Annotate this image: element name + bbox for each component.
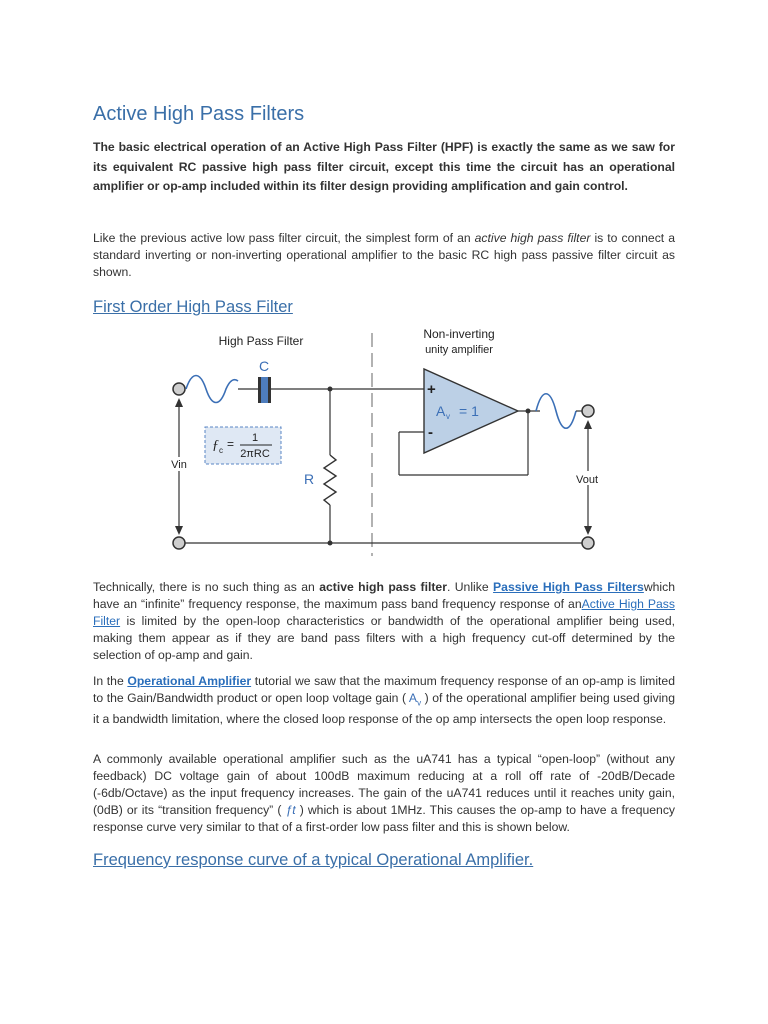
formula-numerator: 1 [251, 432, 259, 444]
input-terminal-bottom [173, 537, 185, 549]
capacitor-plate [258, 377, 261, 403]
capacitor-symbol [261, 377, 268, 403]
intro-paragraph: Like the previous active low pass filter circuit, the simplest form of an active high pass filter is to connect a standard inverting or non-inverting operational amplifier to the basic RC high pass passive filter circuit as shown. [93, 231, 675, 279]
output-terminal-top [582, 405, 594, 417]
output-terminal-bottom [582, 537, 594, 549]
input-terminal-top [173, 383, 185, 395]
gain-symbol: A [436, 403, 446, 419]
lead-paragraph: The basic electrical operation of an Active High Pass Filter (HPF) is exactly the same as we saw for its equivalent RC passive high pass filter circuit, except this time the circuit has an operational amplifier or op-amp included within its filter design providing amplification and gain control. [93, 140, 675, 194]
opamp-paragraph: In the Operational Amplifier tutorial we saw that the maximum frequency response of an op-amp is limited to the Gain/Bandwidth product or open loop voltage gain ( $A_v$ ) of the operational amplifier being used giving it a bandwidth limitation, where the closed loop response of the op amp intersects the open loop response. [93, 674, 675, 727]
ua741-paragraph: A commonly available operational amplifier such as the uA741 has a typical “open-loop” (without any feedback) DC voltage gain of about 100dB maximum reducing at a roll off rate of -20dB/Decade (-6db/Octave) as the input frequency increases. The gain of the uA741 reduces until it reaches unity gain, (0dB) or its “transition frequency” ( ƒt ) which is about 1MHz. This causes the op-amp to have a frequency response curve very similar to that of a first-order low pass filter and this is shown below. [93, 752, 676, 834]
formula-f: ƒ [212, 438, 219, 453]
arrow-up-icon [584, 420, 592, 429]
formula-sub: c [219, 446, 223, 455]
amp-label-line2: unity amplifier [425, 344, 493, 356]
input-wave-icon [186, 376, 238, 403]
emphasis-active-hpf: active high pass filter [474, 231, 591, 245]
page-title: Active High Pass Filters [93, 103, 305, 125]
capacitor-plate [268, 377, 271, 403]
av-symbol: $A_v$ [408, 691, 422, 708]
section-heading-first-order[interactable]: First Order High Pass Filter [93, 298, 293, 316]
formula-denominator: 2πRC [240, 448, 270, 460]
opamp-plus: + [427, 381, 436, 398]
ft-symbol: ƒt [285, 803, 296, 817]
amp-label-line1: Non-inverting [423, 327, 495, 341]
resistor-symbol [324, 455, 336, 505]
opamp-minus: - [428, 424, 433, 441]
technically-paragraph: Technically, there is no such thing as an active high pass filter. Unlike Passive High Pass Filterswhich have an “infinite” frequency response, the maximum pass band frequency response of anActive High Pass Filter is limited by the open-loop characteristics or bandwidth of the operational amplifier being used, making them appear as if they are band pass filters with a high frequency cut-off determined by the selection of op-amp and gain. [93, 580, 676, 662]
capacitor-label: C [258, 358, 270, 374]
arrow-down-icon [175, 526, 183, 535]
vout-label: Vout [575, 474, 599, 486]
bold-active-hpf: active high pass filter [319, 580, 447, 594]
operational-amplifier-link[interactable]: Operational Amplifier [127, 674, 252, 688]
gain-subscript: v [446, 412, 450, 421]
arrow-up-icon [175, 398, 183, 407]
section-heading-frequency-response[interactable]: Frequency response curve of a typical Operational Amplifier. [93, 851, 534, 869]
arrow-down-icon [584, 526, 592, 535]
gain-value: = 1 [459, 403, 479, 419]
hpf-label: High Pass Filter [218, 334, 304, 348]
passive-hpf-link[interactable]: Passive High Pass Filters [493, 580, 644, 594]
active-hpf-link[interactable]: Active High Pass Filter [93, 597, 675, 628]
formula-equals: = [227, 437, 235, 451]
vin-label: Vin [171, 459, 187, 471]
output-wave-icon [536, 394, 576, 429]
resistor-label: R [303, 471, 315, 487]
